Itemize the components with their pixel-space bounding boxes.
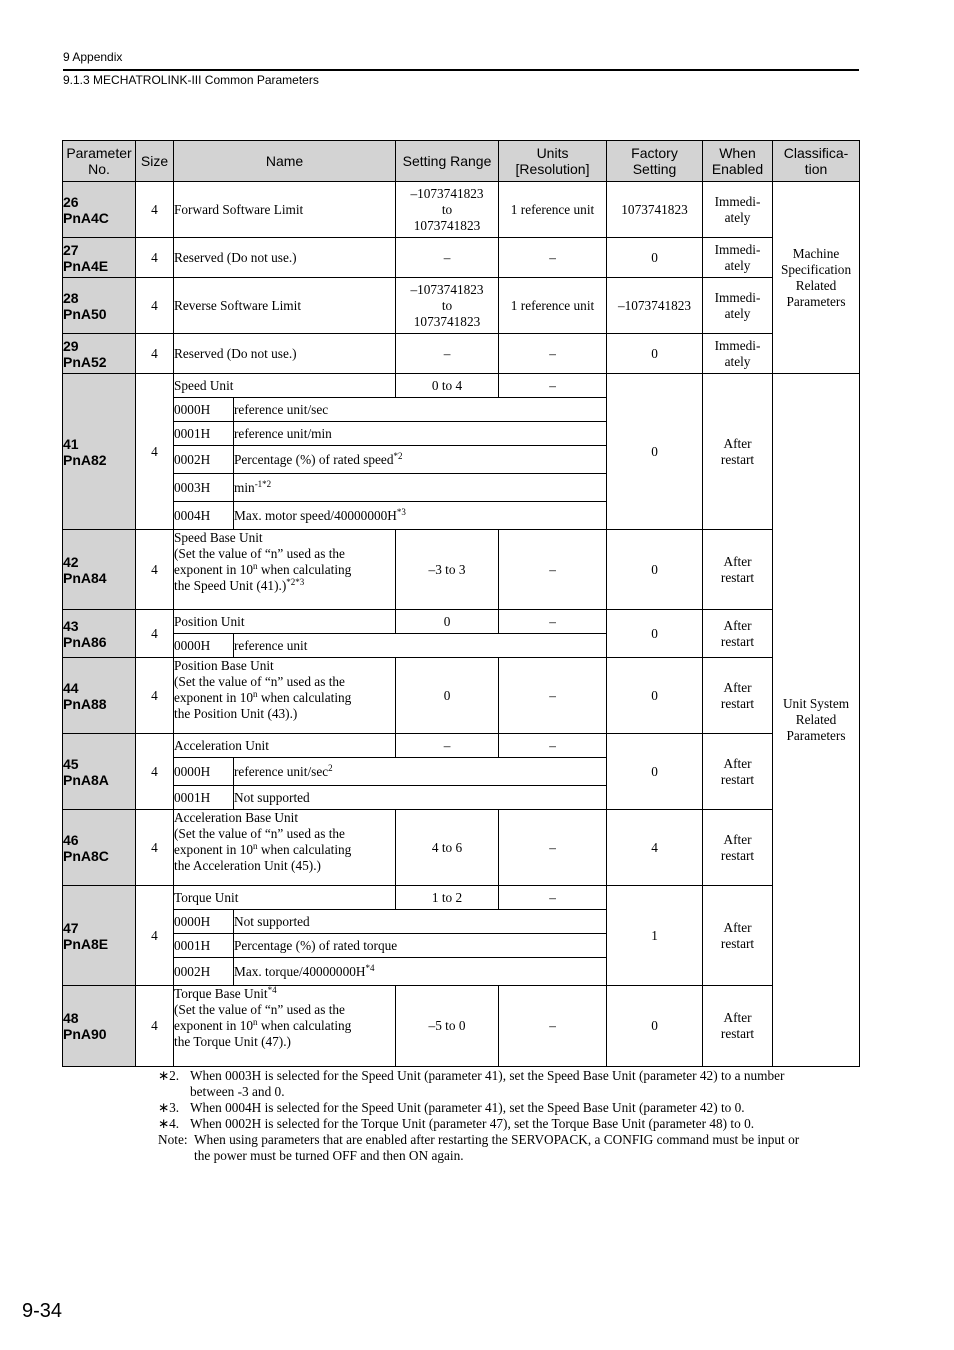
note-marker: Note:: [158, 1132, 188, 1147]
table-row: [63, 658, 860, 734]
param-when-enabled: Immedi- ately: [703, 182, 773, 238]
footnote-2: [158, 1068, 858, 1100]
footnote-text: When 0003H is selected for the Speed Unit (parameter 41), set the Speed Base Unit (parameter 42) to a number: [190, 1068, 785, 1083]
param-units: –: [499, 374, 607, 398]
classification-unit-system: Unit System Related Parameters: [773, 374, 860, 1067]
param-units: –: [499, 530, 607, 610]
param-size: 4: [136, 886, 174, 986]
param-no: 43 PnA86: [63, 610, 136, 658]
param-size: 4: [136, 238, 174, 278]
option-code: 0002H: [174, 958, 234, 986]
param-when-enabled: After restart: [703, 374, 773, 530]
param-when-enabled: After restart: [703, 810, 773, 886]
param-no: 47 PnA8E: [63, 886, 136, 986]
table-row: [63, 238, 860, 278]
option-code: 0001H: [174, 422, 234, 446]
option-desc: Max. torque/$40000000H^{*4}$: [234, 958, 607, 986]
footnote-marker: ∗4.: [158, 1116, 180, 1131]
chapter-header: 9 Appendix: [63, 50, 123, 64]
option-desc: reference unit: [234, 634, 607, 658]
table-row: [63, 334, 860, 374]
param-units: –: [499, 658, 607, 734]
param-units: –: [499, 610, 607, 634]
col-header-parameter-no: Parameter No.: [63, 141, 136, 182]
table-row: [63, 986, 860, 1067]
param-units: –: [499, 986, 607, 1067]
param-name: Acceleration Base Unit (Set the value of “n” used as the exponent in 10$^n$ when calculating the Acceleration Unit (45).): [174, 810, 396, 886]
param-name: Reserved (Do not use.): [174, 238, 396, 278]
param-units: –: [499, 734, 607, 758]
footnotes: [158, 1068, 858, 1164]
param-size: 4: [136, 810, 174, 886]
param-range: –: [396, 734, 499, 758]
option-desc: Not supported: [234, 910, 607, 934]
param-range: 0: [396, 610, 499, 634]
param-name: Speed Base Unit (Set the value of “n” used as the exponent in 10$^n$ when calculating the Speed Unit (41).)$^{*2*3}$: [174, 530, 396, 610]
param-when-enabled: After restart: [703, 886, 773, 986]
option-code: 0000H: [174, 634, 234, 658]
param-no: 26 PnA4C: [63, 182, 136, 238]
param-size: 4: [136, 986, 174, 1067]
param-name: Position Unit: [174, 610, 396, 634]
option-code: 0004H: [174, 502, 234, 530]
param-factory: 0: [607, 658, 703, 734]
table-row: [63, 374, 860, 398]
parameter-table: [62, 140, 860, 1067]
option-desc: Max. motor speed/$40000000H^{*3}$: [234, 502, 607, 530]
option-desc: Not supported: [234, 786, 607, 810]
param-no: 28 PnA50: [63, 278, 136, 334]
option-code: 0001H: [174, 786, 234, 810]
note-text: When using parameters that are enabled after restarting the SERVOPACK, a CONFIG command must be input or: [194, 1132, 800, 1147]
param-units: 1 reference unit: [499, 182, 607, 238]
param-range: –1073741823 to 1073741823: [396, 278, 499, 334]
param-name: Acceleration Unit: [174, 734, 396, 758]
param-factory: 0: [607, 610, 703, 658]
param-factory: 0: [607, 334, 703, 374]
param-size: 4: [136, 658, 174, 734]
param-factory: 0: [607, 374, 703, 530]
param-no: 44 PnA88: [63, 658, 136, 734]
param-factory: 0: [607, 986, 703, 1067]
option-code: 0002H: [174, 446, 234, 474]
option-code: 0000H: [174, 398, 234, 422]
col-header-size: Size: [136, 141, 174, 182]
option-code: 0000H: [174, 910, 234, 934]
table-row: [63, 530, 860, 610]
param-units: –: [499, 810, 607, 886]
footnote-4: [158, 1116, 858, 1132]
param-name: Forward Software Limit: [174, 182, 396, 238]
param-no: 27 PnA4E: [63, 238, 136, 278]
param-size: 4: [136, 278, 174, 334]
param-range: 1 to 2: [396, 886, 499, 910]
param-no: 42 PnA84: [63, 530, 136, 610]
option-code: 0003H: [174, 474, 234, 502]
param-size: 4: [136, 734, 174, 810]
param-name: Reserved (Do not use.): [174, 334, 396, 374]
param-factory: –1073741823: [607, 278, 703, 334]
param-size: 4: [136, 610, 174, 658]
table-header-row: [63, 141, 860, 182]
param-factory: 0: [607, 530, 703, 610]
table-row: [63, 610, 860, 634]
param-name: Reverse Software Limit: [174, 278, 396, 334]
param-range: –1073741823 to 1073741823: [396, 182, 499, 238]
param-range: –3 to 3: [396, 530, 499, 610]
param-when-enabled: After restart: [703, 658, 773, 734]
param-name: Speed Unit: [174, 374, 396, 398]
param-units: –: [499, 334, 607, 374]
table-row: [63, 734, 860, 758]
table-row: [63, 182, 860, 238]
footnote-marker: ∗3.: [158, 1100, 180, 1115]
param-no: 48 PnA90: [63, 986, 136, 1067]
table-row: [63, 810, 860, 886]
option-code: 0001H: [174, 934, 234, 958]
param-name: Torque Base Unit$^{*4}$ (Set the value of “n” used as the exponent in 10$^n$ when calculating the Torque Unit (47).): [174, 986, 396, 1067]
param-factory: 0: [607, 734, 703, 810]
col-header-when-enabled: When Enabled: [703, 141, 773, 182]
param-units: 1 reference unit: [499, 278, 607, 334]
footnote-3: [158, 1100, 858, 1116]
header-rule: [63, 69, 859, 71]
col-header-factory-setting: Factory Setting: [607, 141, 703, 182]
table-row: [63, 886, 860, 910]
param-when-enabled: Immedi- ately: [703, 278, 773, 334]
param-size: 4: [136, 182, 174, 238]
param-no: 41 PnA82: [63, 374, 136, 530]
option-desc: Percentage (%) of rated torque: [234, 934, 607, 958]
col-header-setting-range: Setting Range: [396, 141, 499, 182]
param-name: Position Base Unit (Set the value of “n” used as the exponent in 10$^n$ when calculating the Position Unit (43).): [174, 658, 396, 734]
footnote-text: When 0002H is selected for the Torque Unit (parameter 47), set the Torque Base Unit (parameter 48) to 0.: [190, 1116, 755, 1131]
param-no: 29 PnA52: [63, 334, 136, 374]
col-header-classification: Classifica- tion: [773, 141, 860, 182]
param-when-enabled: After restart: [703, 734, 773, 810]
option-desc: $\min^{-1*2}$: [234, 474, 607, 502]
param-size: 4: [136, 374, 174, 530]
param-when-enabled: After restart: [703, 530, 773, 610]
param-factory: 0: [607, 238, 703, 278]
option-desc: reference unit/$\sec^2$: [234, 758, 607, 786]
classification-machine: Machine Specification Related Parameters: [773, 182, 860, 374]
param-size: 4: [136, 334, 174, 374]
option-desc: Percentage (%) of rated speed$^{*2}$: [234, 446, 607, 474]
param-when-enabled: Immedi- ately: [703, 238, 773, 278]
col-header-units: Units [Resolution]: [499, 141, 607, 182]
param-factory: 1073741823: [607, 182, 703, 238]
param-range: –: [396, 238, 499, 278]
section-header: 9.1.3 MECHATROLINK-III Common Parameters: [63, 73, 319, 87]
param-range: 0 to 4: [396, 374, 499, 398]
note: [158, 1132, 858, 1164]
footnote-text: When 0004H is selected for the Speed Unit (parameter 41), set the Speed Base Unit (parameter 42) to 0.: [190, 1100, 745, 1115]
param-no: 45 PnA8A: [63, 734, 136, 810]
footnote-marker: ∗2.: [158, 1068, 180, 1083]
param-units: –: [499, 886, 607, 910]
option-code: 0000H: [174, 758, 234, 786]
param-factory: 1: [607, 886, 703, 986]
option-desc: reference unit/sec: [234, 398, 607, 422]
param-when-enabled: After restart: [703, 610, 773, 658]
param-name: Torque Unit: [174, 886, 396, 910]
param-units: –: [499, 238, 607, 278]
param-range: –5 to 0: [396, 986, 499, 1067]
note-text: the power must be turned OFF and then ON again.: [194, 1148, 464, 1163]
page-number: 9-34: [22, 1300, 63, 1322]
footnote-text: between -3 and 0.: [190, 1084, 285, 1099]
param-factory: 4: [607, 810, 703, 886]
param-size: 4: [136, 530, 174, 610]
table-row: [63, 278, 860, 334]
col-header-name: Name: [174, 141, 396, 182]
param-range: 4 to 6: [396, 810, 499, 886]
option-desc: reference unit/min: [234, 422, 607, 446]
param-when-enabled: Immedi- ately: [703, 334, 773, 374]
param-no: 46 PnA8C: [63, 810, 136, 886]
param-range: 0: [396, 658, 499, 734]
param-when-enabled: After restart: [703, 986, 773, 1067]
param-range: –: [396, 334, 499, 374]
